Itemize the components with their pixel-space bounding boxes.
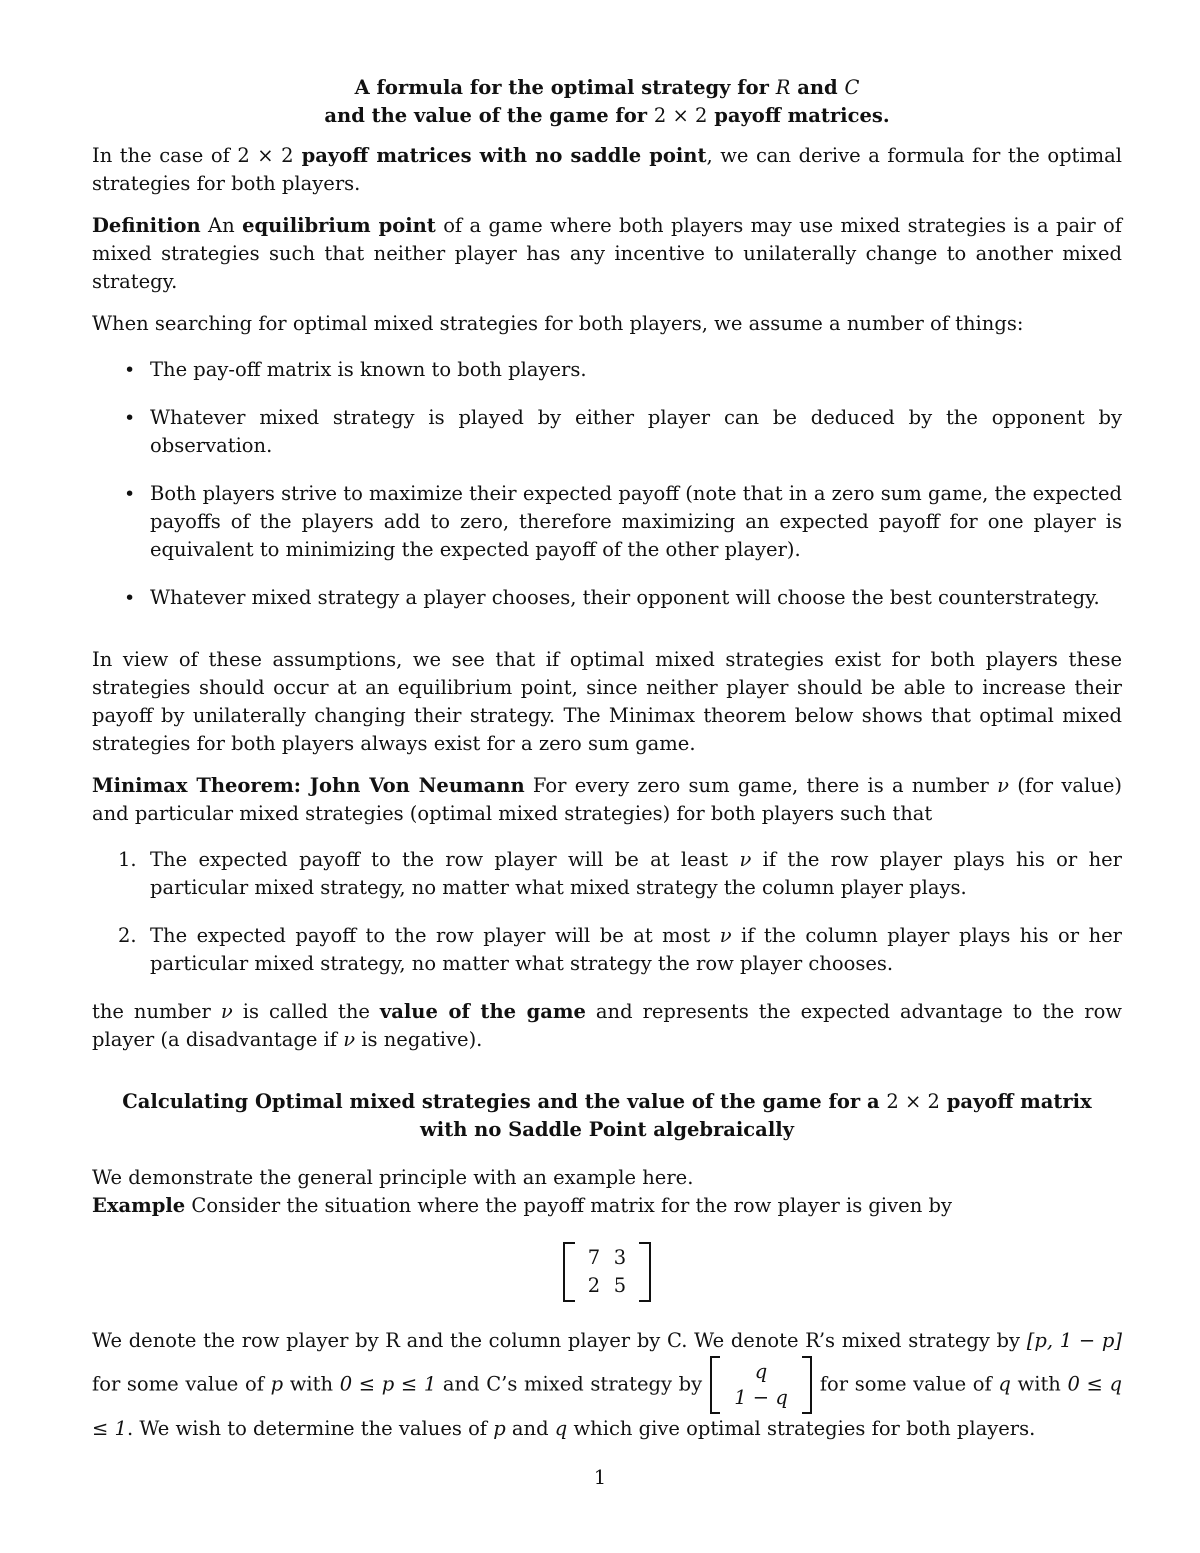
section-heading xyxy=(92,1088,1122,1144)
matrix-cells xyxy=(581,1244,633,1300)
left-bracket xyxy=(563,1242,575,1302)
matrix-cell: 5 xyxy=(613,1274,627,1297)
section-heading-line-2: with no Saddle Point algebraically xyxy=(420,1118,794,1141)
assumptions-intro: When searching for optimal mixed strategies for both players, we assume a number of things: xyxy=(92,312,1024,335)
page-title xyxy=(92,74,1122,130)
intro-paragraph: In the case of 2 × 2 payoff matrices with no saddle point, we can derive a formula for the optimal strategies for both players. xyxy=(92,144,1122,195)
theorem-list xyxy=(92,846,1122,978)
left-bracket xyxy=(710,1356,720,1414)
page-body xyxy=(92,70,1122,1444)
matrix-cell: 2 xyxy=(587,1274,601,1297)
in-view-paragraph: In view of these assumptions, we see that if optimal mixed strategies exist for both players these strategies should occur at an equilibrium point, since neither player should be able to increase their payoff by unilaterally changing their strategy. The Minimax theorem below shows that optimal mixed strategies for both players always exist for a zero sum game. xyxy=(92,648,1122,755)
list-item: • Both players strive to maximize their expected payoff (note that in a zero sum game, the expected payoffs of the players add to zero, therefore maximizing an expected payoff for one player is equivalent to minimizing the expected payoff of the other player). xyxy=(92,480,1122,564)
section-heading-line-1: Calculating Optimal mixed strategies and the value of the game for a 2 × 2 payoff matrix xyxy=(122,1090,1092,1113)
title-line-1: A formula for the optimal strategy for R and C xyxy=(354,76,860,99)
title-line-2: and the value of the game for 2 × 2 payoff matrices. xyxy=(324,104,890,127)
assumptions-list xyxy=(92,356,1122,612)
page-number: 1 xyxy=(593,1466,607,1489)
list-item: • The pay-off matrix is known to both players. xyxy=(92,356,1122,384)
demo-sentence: We demonstrate the general principle with an example here. xyxy=(92,1166,694,1189)
right-bracket xyxy=(802,1356,812,1414)
vector-cells: q 1 − q xyxy=(734,1360,788,1409)
denote-paragraph: We denote the row player by R and the column player by C. We denote R’s mixed strategy by [p, 1 − p] for some value of p with 0 ≤ p ≤ 1 and C’s mixed strategy by q 1 − q for some value of q with 0 ≤ q ≤ 1. We wish to determine the values of p and q which give optimal strategies for both players. xyxy=(92,1329,1123,1440)
list-item: 1. The expected payoff to the row player will be at least ν if the row player plays his or her particular mixed strategy, no matter what mixed strategy the column player plays. xyxy=(118,848,1122,899)
list-item: • Whatever mixed strategy a player chooses, their opponent will choose the best counterstrategy. xyxy=(92,584,1122,612)
column-strategy-vector xyxy=(710,1356,812,1414)
matrix-cell: 3 xyxy=(613,1246,627,1269)
right-bracket xyxy=(639,1242,651,1302)
minimax-theorem: Minimax Theorem: John Von Neumann For every zero sum game, there is a number ν (for value) and particular mixed strategies (optimal mixed strategies) for both players such that xyxy=(92,774,1122,825)
list-item: • Whatever mixed strategy is played by either player can be deduced by the opponent by observation. xyxy=(92,404,1122,460)
list-item: 2. The expected payoff to the row player will be at most ν if the column player plays his or her particular mixed strategy, no matter what strategy the row player chooses. xyxy=(118,924,1123,975)
definition-paragraph: Definition An equilibrium point of a game where both players may use mixed strategies is a pair of mixed strategies such that neither player has any incentive to unilaterally change to another mixed strategy. xyxy=(92,214,1123,293)
matrix-cell: 7 xyxy=(587,1246,601,1269)
example-paragraph: Example Consider the situation where the payoff matrix for the row player is given by xyxy=(92,1194,952,1217)
payoff-matrix xyxy=(92,1242,1122,1302)
value-paragraph: the number ν is called the value of the game and represents the expected advantage to the row player (a disadvantage if ν is negative). xyxy=(92,1000,1122,1051)
